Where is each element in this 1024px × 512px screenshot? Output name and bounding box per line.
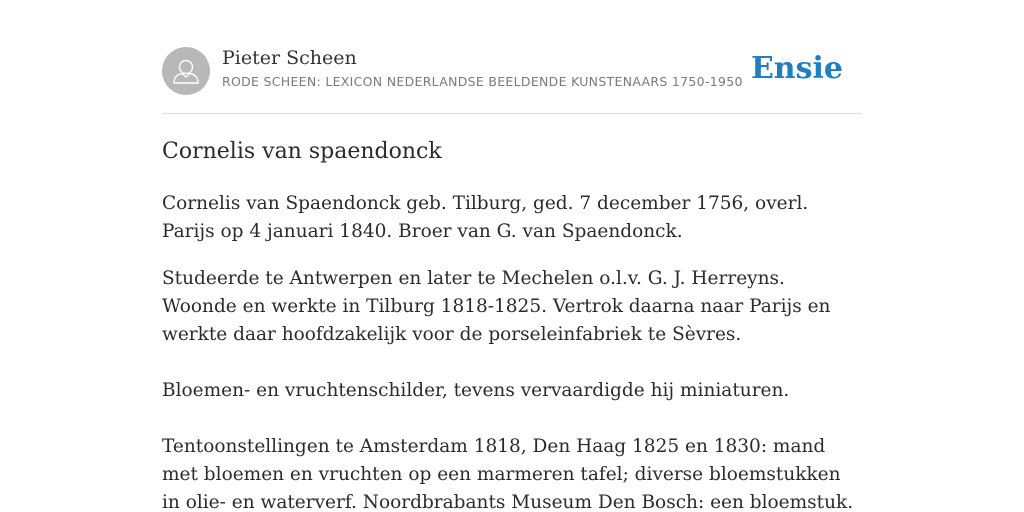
article-header xyxy=(162,46,862,96)
article-body xyxy=(162,190,862,512)
brand-logo[interactable]: Ensie xyxy=(750,51,843,86)
article-paragraph: Bloemen- en vruchtenschilder, tevens vervaardigde hij miniaturen. xyxy=(162,380,790,401)
article-title: Cornelis van spaendonck xyxy=(162,139,442,164)
article-paragraph: Studeerde te Antwerpen en later te Mechelen o.l.v. G. J. Herreyns. Woonde en werkte in Tilburg 1818-1825. Vertrok daarna naar Parijs en werkte daar hoofdzakelijk voor de porseleinfabriek te Sèvres. xyxy=(162,268,831,345)
user-avatar-icon xyxy=(162,47,210,95)
author-avatar[interactable] xyxy=(162,47,210,95)
source-label[interactable]: RODE SCHEEN: LEXICON NEDERLANDSE BEELDENDE KUNSTENAARS 1750-1950 xyxy=(222,74,743,89)
article-paragraph: Cornelis van Spaendonck geb. Tilburg, ged. 7 december 1756, overl. Parijs op 4 januari 1840. Broer van G. van Spaendonck. xyxy=(162,193,809,242)
author-name[interactable]: Pieter Scheen xyxy=(222,47,357,69)
header-divider xyxy=(162,113,862,114)
article-card xyxy=(162,0,862,512)
article-paragraph: Tentoonstellingen te Amsterdam 1818, Den Haag 1825 en 1830: mand met bloemen en vruchten op een marmeren tafel; diverse bloemstukken in olie- en waterverf. Noordbrabants Museum Den Bosch: een bloemstuk. xyxy=(162,436,854,512)
